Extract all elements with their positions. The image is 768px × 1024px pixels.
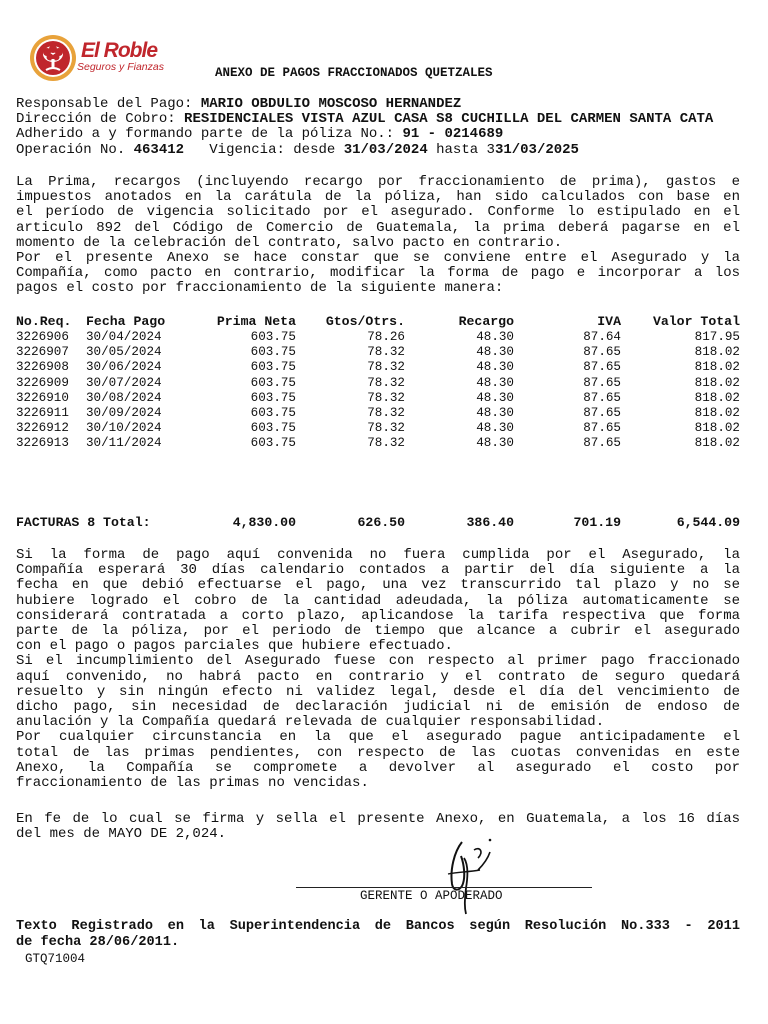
- total-valor: 6,544.09: [676, 515, 740, 530]
- responsable-label: Responsable del Pago:: [16, 96, 193, 112]
- cell-gastos: 78.32: [367, 360, 405, 375]
- cell-fecha: 30/09/2024: [86, 406, 162, 421]
- cell-fecha: 30/11/2024: [86, 436, 162, 451]
- table-row: [16, 421, 740, 436]
- cell-req: 3226906: [16, 330, 69, 344]
- cell-gastos: 78.32: [367, 390, 405, 405]
- closing-paragraph: [16, 812, 740, 842]
- cell-iva: 87.65: [583, 345, 621, 360]
- cell-prima: 603.75: [250, 375, 296, 390]
- intro-line: pagos el costo por fraccionamiento de la siguiente manera:: [16, 280, 504, 297]
- oak-tree-logo-icon: [28, 33, 78, 83]
- col-header: Prima Neta: [216, 314, 296, 329]
- cell-total: 818.02: [694, 375, 740, 390]
- cell-gastos: 78.32: [367, 375, 405, 390]
- conditions-paragraph: [16, 548, 740, 791]
- cell-prima: 603.75: [250, 345, 296, 360]
- intro-line: el período de vigencia solicitado por el asegurado. Conforme lo estipulado en el: [16, 204, 740, 221]
- adherido-label: Adherido a y formando parte de la póliza No.:: [16, 126, 395, 142]
- cell-prima: 603.75: [250, 330, 296, 344]
- responsable-value: MARIO OBDULIO MOSCOSO HERNANDEZ: [200, 96, 462, 112]
- signature-label: GERENTE O APODERADO: [360, 889, 503, 903]
- vigencia-desde: 31/03/2024: [343, 142, 428, 158]
- signature-line: [296, 887, 592, 888]
- operacion-label: Operación No.: [16, 142, 126, 158]
- cell-req: 3226909: [16, 375, 69, 390]
- direccion-label: Dirección de Cobro:: [16, 111, 176, 127]
- intro-line: Por el presente Anexo se hace constar que se conviene entre el Asegurado y la: [16, 250, 740, 267]
- cell-total: 818.02: [694, 421, 740, 436]
- body-line: parte de la póliza, por el periodo de tiempo que alcance a cubrir el asegurado: [16, 623, 740, 640]
- col-header: No.Req.: [16, 314, 72, 329]
- cell-iva: 87.65: [583, 375, 621, 390]
- closing-line: del mes de MAYO DE 2,024.: [16, 826, 227, 843]
- table-row: [16, 406, 740, 421]
- body-line: Por cualquier circunstancia en la que el asegurado pague anticipadamente el: [16, 729, 740, 746]
- cell-iva: 87.65: [583, 436, 621, 451]
- vigencia-hasta-label: hasta 3: [436, 142, 495, 158]
- cell-req: 3226911: [16, 406, 69, 421]
- cell-iva: 87.65: [583, 421, 621, 436]
- intro-line: articulo 892 del Código de Comercio de Guatemala, la prima deberá pagarse en el: [16, 219, 740, 236]
- cell-gastos: 78.32: [367, 345, 405, 360]
- body-line: anulación y la Compañía quedará relevada de cualquier responsabilidad.: [16, 714, 605, 731]
- vigencia-label: Vigencia: desde: [209, 142, 336, 158]
- cell-gastos: 78.32: [367, 436, 405, 451]
- direccion-line: [16, 112, 713, 127]
- company-logo: [28, 33, 188, 85]
- table-row: [16, 345, 740, 360]
- body-line: Anexo, la Compañía se compromete a devolver al asegurado el costo por: [16, 759, 740, 776]
- cell-recargo: 48.30: [476, 345, 514, 360]
- responsable-line: [16, 97, 461, 112]
- table-row: [16, 360, 740, 375]
- cell-gastos: 78.32: [367, 421, 405, 436]
- col-header: Fecha Pago: [86, 314, 166, 329]
- cell-gastos: 78.26: [367, 330, 405, 344]
- totals-row: [16, 515, 740, 531]
- poliza-value: 91 - 0214689: [402, 126, 504, 142]
- cell-total: 818.02: [694, 436, 740, 451]
- body-line: Si la forma de pago aquí convenida no fuera cumplida por el Asegurado, la: [16, 547, 740, 563]
- cell-recargo: 48.30: [476, 375, 514, 390]
- body-line: total de las primas pendientes, con respecto de las cuotas convenidas en este: [16, 744, 740, 761]
- logo-tagline: Seguros y Fianzas: [77, 61, 164, 73]
- cell-recargo: 48.30: [476, 360, 514, 375]
- document-title: ANEXO DE PAGOS FRACCIONADOS QUETZALES: [215, 66, 493, 80]
- cell-prima: 603.75: [250, 390, 296, 405]
- cell-total: 818.02: [694, 390, 740, 405]
- cell-total: 818.02: [694, 406, 740, 421]
- logo-brand: El Roble: [81, 39, 158, 62]
- body-line: fecha en que debió efectuarse el pago, una vez transcurrido tal plazo y no se: [16, 577, 740, 594]
- form-code: GTQ71004: [25, 952, 86, 966]
- cell-req: 3226912: [16, 421, 69, 436]
- body-line: aquí convenido, no habrá pacto en contrario y el contrato de seguro quedará: [16, 668, 740, 685]
- cell-req: 3226910: [16, 390, 69, 405]
- intro-line: impuestos anotados en la carátula de la póliza, han sido calculados con base en: [16, 189, 740, 206]
- body-line: considerará contratada a corto plazo, aplicandose la tarifa respectiva que forma: [16, 607, 740, 624]
- total-gastos: 626.50: [357, 515, 405, 530]
- footer-line: de fecha 28/06/2011.: [16, 934, 180, 950]
- cell-total: 818.02: [694, 345, 740, 360]
- intro-line: momento de la celebración del contrato, salvo pacto en contrario.: [16, 234, 563, 251]
- cell-fecha: 30/04/2024: [86, 330, 162, 344]
- cell-fecha: 30/07/2024: [86, 375, 162, 390]
- cell-total: 817.95: [694, 330, 740, 344]
- cell-prima: 603.75: [250, 360, 296, 375]
- cell-iva: 87.65: [583, 406, 621, 421]
- vigencia-hasta: 31/03/2025: [494, 142, 579, 158]
- operacion-line: [16, 143, 579, 158]
- totals-label: FACTURAS 8 Total:: [16, 515, 151, 530]
- table-row: [16, 330, 740, 345]
- cell-prima: 603.75: [250, 421, 296, 436]
- body-line: dicho pago, sin necesidad de declaración judicial ni de emisión de endoso de: [16, 699, 740, 716]
- cell-recargo: 48.30: [476, 436, 514, 451]
- col-header: Valor Total: [652, 314, 740, 329]
- table-header-row: [16, 314, 740, 330]
- cell-recargo: 48.30: [476, 330, 514, 344]
- body-line: resuelto y sin ningún efecto ni validez legal, desde el día del vencimiento de: [16, 683, 740, 700]
- body-line: Compañía esperará 30 días calendario contados a partir del día siguiente a la: [16, 562, 740, 579]
- cell-iva: 87.65: [583, 390, 621, 405]
- footer-line: Texto Registrado en la Superintendencia de Bancos según Resolución No.333 - 2011: [16, 919, 740, 934]
- total-recargo: 386.40: [466, 515, 514, 530]
- closing-line: En fe de lo cual se firma y sella el presente Anexo, en Guatemala, a los 16 días: [16, 811, 740, 827]
- cell-req: 3226913: [16, 436, 69, 451]
- operacion-value: 463412: [133, 142, 185, 158]
- table-row: [16, 376, 740, 391]
- payments-table: [16, 314, 740, 452]
- body-line: fraccionamiento de las primas no vencidas.: [16, 775, 369, 792]
- poliza-line: [16, 127, 503, 142]
- cell-prima: 603.75: [250, 436, 296, 451]
- col-header: Gtos/Otrs.: [325, 314, 405, 329]
- body-line: Si el incumplimiento del Asegurado fuese con respecto al primer pago fraccionado: [16, 653, 740, 670]
- cell-req: 3226907: [16, 345, 69, 360]
- cell-prima: 603.75: [250, 406, 296, 421]
- intro-line: Compañía, como pacto en contrario, modificar la forma de pago e incorporar a los: [16, 265, 740, 282]
- cell-fecha: 30/10/2024: [86, 421, 162, 436]
- cell-total: 818.02: [694, 360, 740, 375]
- handwritten-signature-icon: [428, 828, 518, 918]
- intro-line: La Prima, recargos (incluyendo recargo por fraccionamiento de prima), gastos e: [16, 174, 740, 190]
- cell-recargo: 48.30: [476, 390, 514, 405]
- table-row: [16, 436, 740, 451]
- cell-recargo: 48.30: [476, 406, 514, 421]
- cell-recargo: 48.30: [476, 421, 514, 436]
- total-prima-neta: 4,830.00: [232, 515, 296, 530]
- footer-registration: [16, 919, 740, 950]
- cell-fecha: 30/08/2024: [86, 390, 162, 405]
- cell-gastos: 78.32: [367, 406, 405, 421]
- cell-req: 3226908: [16, 360, 69, 375]
- table-row: [16, 391, 740, 406]
- intro-paragraph: [16, 175, 740, 297]
- cell-fecha: 30/06/2024: [86, 360, 162, 375]
- body-line: con el pago o pagos parciales que hubiere efectuado.: [16, 638, 453, 655]
- cell-iva: 87.64: [583, 330, 621, 344]
- body-line: hubiere logrado el cobro de la cantidad adeudada, la póliza automaticamente se: [16, 592, 740, 609]
- total-iva: 701.19: [573, 515, 621, 530]
- col-header: Recargo: [458, 314, 514, 329]
- col-header: IVA: [597, 314, 621, 329]
- cell-fecha: 30/05/2024: [86, 345, 162, 360]
- direccion-value: RESIDENCIALES VISTA AZUL CASA S8 CUCHILLA DEL CARMEN SANTA CATA: [184, 111, 714, 127]
- cell-iva: 87.65: [583, 360, 621, 375]
